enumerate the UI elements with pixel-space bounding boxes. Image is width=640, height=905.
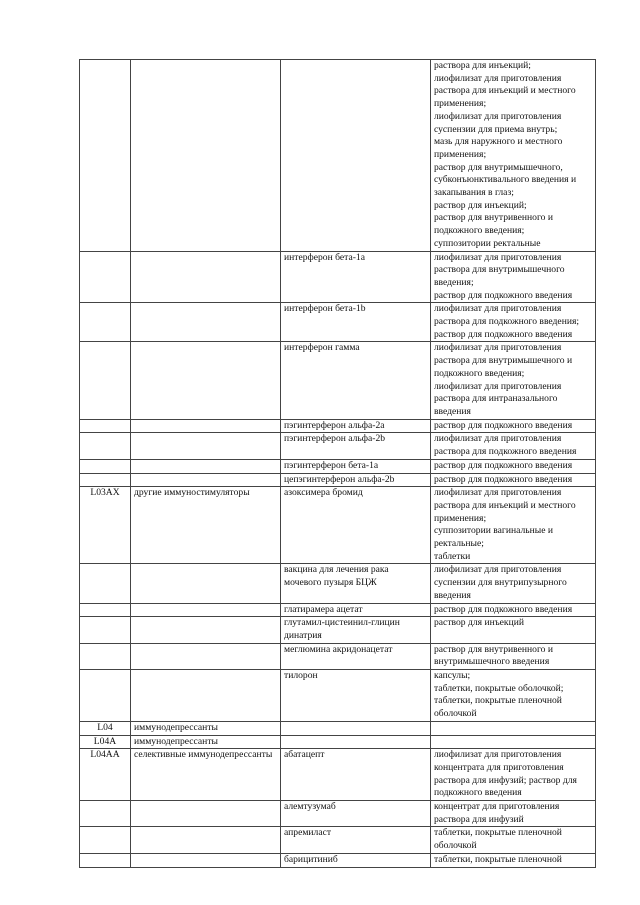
forms-cell: [431, 721, 596, 735]
code-cell: [80, 60, 131, 252]
code-cell: [80, 853, 131, 867]
table-row: [80, 473, 596, 487]
drug-cell: пэгинтерферон бета-1a: [281, 459, 431, 473]
table-row: [80, 721, 596, 735]
forms-cell: раствор для подкожного введения: [431, 603, 596, 617]
table-row: [80, 853, 596, 867]
table-row: [80, 251, 596, 303]
drug-cell: [281, 721, 431, 735]
drug-cell: азоксимера бромид: [281, 487, 431, 564]
group-cell: другие иммуностимуляторы: [131, 487, 281, 564]
drug-table: [79, 59, 596, 868]
code-cell: [80, 617, 131, 643]
forms-cell: лиофилизат для приготовления концентрата для приготовления раствора для инфузий; раствор для подкожного введения: [431, 749, 596, 801]
drug-cell: интерферон бета-1a: [281, 251, 431, 303]
table-row: [80, 459, 596, 473]
forms-cell: лиофилизат для приготовления раствора для подкожного введения: [431, 433, 596, 459]
drug-cell: барицитиниб: [281, 853, 431, 867]
forms-cell: лиофилизат для приготовления раствора для внутримышечного и подкожного введения; лиофилизат для приготовления раствора для интраназального введения: [431, 342, 596, 419]
forms-cell: таблетки, покрытые пленочной оболочкой: [431, 827, 596, 853]
forms-cell: лиофилизат для приготовления суспензии для внутрипузырного введения: [431, 564, 596, 603]
group-cell: [131, 433, 281, 459]
drug-cell: цепэгинтерферон альфа-2b: [281, 473, 431, 487]
code-cell: [80, 251, 131, 303]
drug-cell: абатацепт: [281, 749, 431, 801]
drug-cell: [281, 735, 431, 749]
group-cell: [131, 643, 281, 669]
forms-cell: раствор для подкожного введения: [431, 473, 596, 487]
group-cell: [131, 853, 281, 867]
drug-cell: тилорон: [281, 670, 431, 722]
group-cell: [131, 827, 281, 853]
group-cell: иммунодепрессанты: [131, 735, 281, 749]
code-cell: [80, 473, 131, 487]
code-cell: [80, 603, 131, 617]
code-cell: [80, 419, 131, 433]
table-row: [80, 643, 596, 669]
group-cell: [131, 670, 281, 722]
table-row: [80, 735, 596, 749]
forms-cell: [431, 735, 596, 749]
code-cell: [80, 801, 131, 827]
forms-cell: лиофилизат для приготовления раствора для подкожного введения; раствор для подкожного введения: [431, 303, 596, 342]
forms-cell: концентрат для приготовления раствора для инфузий: [431, 801, 596, 827]
group-cell: [131, 603, 281, 617]
drug-table-body: [80, 60, 596, 868]
table-row: [80, 60, 596, 252]
forms-cell: капсулы; таблетки, покрытые оболочкой; таблетки, покрытые пленочной оболочкой: [431, 670, 596, 722]
group-cell: [131, 303, 281, 342]
drug-cell: пэгинтерферон альфа-2b: [281, 433, 431, 459]
group-cell: [131, 60, 281, 252]
table-row: [80, 342, 596, 419]
group-cell: [131, 459, 281, 473]
group-cell: [131, 419, 281, 433]
drug-cell: глатирамера ацетат: [281, 603, 431, 617]
drug-cell: интерферон гамма: [281, 342, 431, 419]
forms-cell: раствор для инъекций: [431, 617, 596, 643]
table-row: [80, 827, 596, 853]
forms-cell: раствор для подкожного введения: [431, 459, 596, 473]
table-row: [80, 603, 596, 617]
forms-cell: раствор для внутривенного и внутримышечного введения: [431, 643, 596, 669]
drug-cell: меглюмина акридонацетат: [281, 643, 431, 669]
drug-cell: [281, 60, 431, 252]
forms-cell: раствора для инъекций; лиофилизат для приготовления раствора для инъекций и местного применения; лиофилизат для приготовления суспензии для приема внутрь; мазь для наружного и местного применения; раствор для внутримышечного, субконъюнктивального введения и закапывания в глаз; раствор для инъекций; раствор для внутривенного и подкожного введения; суппозитории ректальные: [431, 60, 596, 252]
table-row: [80, 749, 596, 801]
forms-cell: лиофилизат для приготовления раствора для внутримышечного введения; раствор для подкожного введения: [431, 251, 596, 303]
group-cell: [131, 251, 281, 303]
code-cell: [80, 433, 131, 459]
group-cell: [131, 617, 281, 643]
table-row: [80, 564, 596, 603]
group-cell: [131, 473, 281, 487]
code-cell: [80, 342, 131, 419]
drug-cell: вакцина для лечения рака мочевого пузыря БЦЖ: [281, 564, 431, 603]
code-cell: L04A: [80, 735, 131, 749]
drug-cell: глутамил-цистеинил-глицин динатрия: [281, 617, 431, 643]
group-cell: [131, 801, 281, 827]
code-cell: [80, 564, 131, 603]
code-cell: [80, 670, 131, 722]
forms-cell: таблетки, покрытые пленочной: [431, 853, 596, 867]
code-cell: [80, 303, 131, 342]
table-row: [80, 303, 596, 342]
drug-cell: алемтузумаб: [281, 801, 431, 827]
code-cell: L03AX: [80, 487, 131, 564]
code-cell: [80, 459, 131, 473]
drug-cell: интерферон бета-1b: [281, 303, 431, 342]
group-cell: [131, 564, 281, 603]
table-row: [80, 433, 596, 459]
table-row: [80, 801, 596, 827]
drug-cell: апремиласт: [281, 827, 431, 853]
table-row: [80, 670, 596, 722]
group-cell: иммунодепрессанты: [131, 721, 281, 735]
drug-cell: пэгинтерферон альфа-2a: [281, 419, 431, 433]
group-cell: [131, 342, 281, 419]
group-cell: селективные иммунодепрессанты: [131, 749, 281, 801]
code-cell: L04: [80, 721, 131, 735]
code-cell: [80, 643, 131, 669]
forms-cell: лиофилизат для приготовления раствора для инъекций и местного применения; суппозитории вагинальные и ректальные; таблетки: [431, 487, 596, 564]
code-cell: L04AA: [80, 749, 131, 801]
code-cell: [80, 827, 131, 853]
table-row: [80, 617, 596, 643]
table-row: [80, 487, 596, 564]
forms-cell: раствор для подкожного введения: [431, 419, 596, 433]
table-row: [80, 419, 596, 433]
